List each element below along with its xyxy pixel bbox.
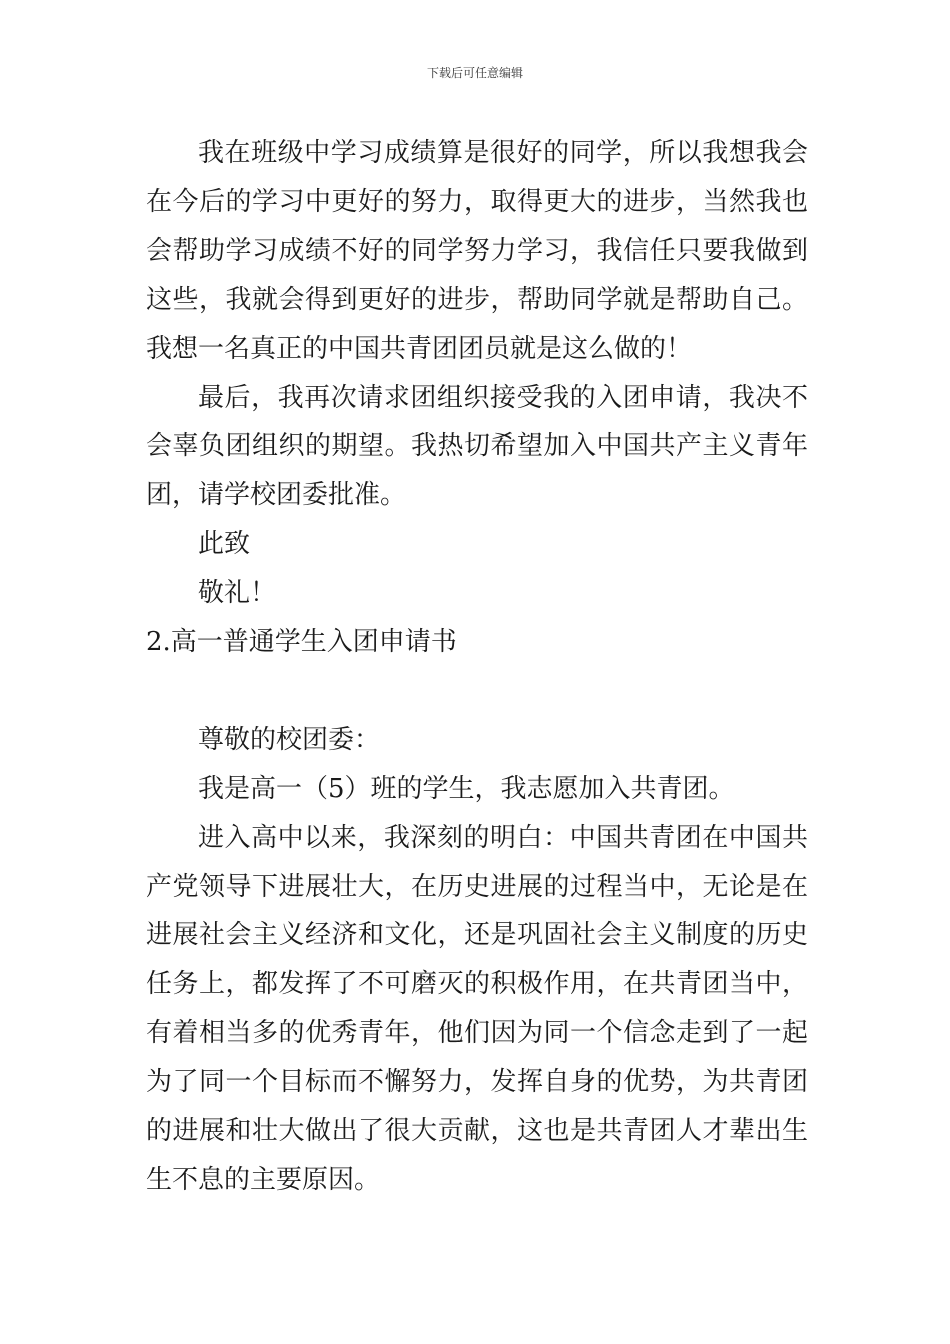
greeting: 尊敬的校团委：: [198, 724, 381, 755]
document-body: [146, 129, 808, 1205]
page-header: 下载后可任意编辑: [426, 66, 523, 80]
paragraph-study: 我在班级中学习成绩算是很好的同学，所以我想我会在今后的学习中更好的努力，取得更大的进步，当然我也会帮助学习成绩不好的同学努力学习，我信任只要我做到这些，我就会得到更好的进步，帮助同学就是帮助自己。我想一名真正的中国共青团团员就是这么做的！: [146, 138, 808, 364]
closing-salutation: 此致: [198, 529, 251, 560]
closing-regards: 敬礼！: [198, 578, 277, 609]
blank-line: [146, 667, 808, 716]
paragraph-understanding: 进入高中以来，我深刻的明白：中国共青团在中国共产党领导下进展壮大，在历史进展的过程当中，无论是在进展社会主义经济和文化，还是巩固社会主义制度的历史任务上，都发挥了不可磨灭的积极作用，在共青团当中，有着相当多的优秀青年，他们因为同一个信念走到了一起为了同一个目标而不懈努力，发挥自身的优势，为共青团的进展和壮大做出了很大贡献，这也是共青团人才辈出生生不息的主要原因。: [146, 822, 808, 1196]
section-heading: 2.高一普通学生入团申请书: [146, 627, 457, 658]
paragraph-intro: 我是高一（5）班的学生，我志愿加入共青团。: [198, 773, 735, 804]
paragraph-final-request: 最后，我再次请求团组织接受我的入团申请，我决不会辜负团组织的期望。我热切希望加入中国共产主义青年团，请学校团委批准。: [146, 382, 808, 511]
